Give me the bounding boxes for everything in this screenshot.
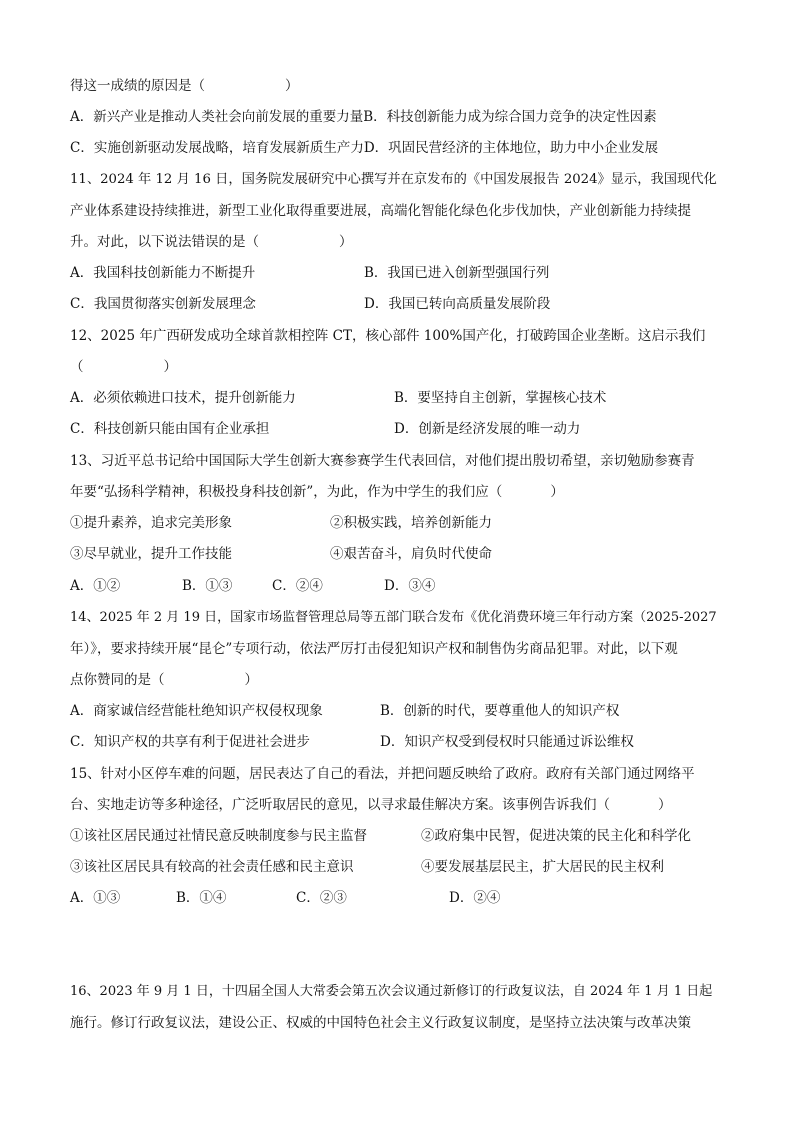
q12-option-c: C．科技创新只能由国有企业承担 — [70, 421, 270, 437]
q14-line-3 — [70, 670, 258, 690]
q15-statement-2: ②政府集中民智，促进决策的民主化和科学化 — [421, 828, 691, 844]
q12-option-d: D．创新是经济发展的唯一动力 — [394, 421, 581, 437]
q11-close: ） — [339, 234, 353, 250]
q13-statement-3: ③尽早就业，提升工作技能 — [70, 546, 232, 562]
q10-stem-text: 得这一成绩的原因是（ — [70, 78, 205, 94]
q15-statement-3: ③该社区居民具有较高的社会责任感和民主意识 — [70, 859, 354, 875]
q12-open: （ — [70, 359, 84, 375]
q12-line-2 — [70, 357, 177, 377]
q10-stem — [70, 76, 299, 96]
q12-option-b: B．要坚持自主创新，掌握核心技术 — [394, 390, 607, 406]
q10-option-c: C．实施创新驱动发展战略，培育发展新质生产力 — [70, 140, 364, 156]
q13-line-1: 13、习近平总书记给中国国际大学生创新大赛参赛学生代表回信，对他们提出殷切希望，亲切勉励参赛青 — [70, 453, 695, 469]
q13-statement-4: ④艰苦奋斗，肩负时代使命 — [330, 546, 492, 562]
q11-line-1: 11、2024 年 12 月 16 日，国务院发展研究中心撰写并在京发布的《中国发展报告 2024》显示，我国现代化 — [70, 172, 717, 187]
q15-statement-4: ④要发展基层民主，扩大居民的民主权利 — [421, 859, 664, 875]
q10-close: ） — [285, 78, 299, 94]
q13-statement-1: ①提升素养，追求完美形象 — [70, 515, 232, 531]
q13-close: ） — [550, 484, 564, 500]
q12-close: ） — [163, 359, 177, 375]
q11-option-c: C．我国贯彻落实创新发展理念 — [70, 296, 256, 312]
q15-option-c: C．②③ — [296, 890, 347, 906]
q14-line-1: 14、2025 年 2 月 19 日，国家市场监督管理总局等五部门联合发布《优化消费环境三年行动方案（2025-2027 — [70, 610, 717, 625]
q10-option-a: A．新兴产业是推动人类社会向前发展的重要力量 — [70, 109, 364, 125]
q15-statement-1: ①该社区居民通过社情民意反映制度参与民主监督 — [70, 828, 367, 844]
q11-option-b: B．我国已进入创新型强国行列 — [364, 265, 550, 281]
q10-options-ab — [70, 107, 657, 127]
q15-option-b: B．①④ — [176, 890, 227, 906]
q13-option-a: A．①② — [70, 578, 121, 594]
q15-line-2 — [70, 795, 672, 815]
q15-line-1: 15、针对小区停车难的问题，居民表达了自己的看法，并把问题反映给了政府。政府有关部门通过网络平 — [70, 766, 695, 782]
q11-stem-end: 升。对此，以下说法错误的是（ — [70, 234, 259, 250]
q11-line-2: 产业体系建设持续推进，新型工业化取得重要进展，高端化智能化绿色化步伐加快，产业创新能力持续提 — [70, 203, 691, 219]
q13-line-2 — [70, 482, 564, 502]
q10-option-b: B．科技创新能力成为综合国力竞争的决定性因素 — [363, 109, 657, 125]
q16-line-2: 施行。修订行政复议法，建设公正、权威的中国特色社会主义行政复议制度，是坚持立法决策与改革决策 — [70, 1015, 691, 1031]
q15-option-d: D．②④ — [449, 890, 501, 906]
q13-statement-2: ②积极实践，培养创新能力 — [330, 515, 492, 531]
q12-line-1: 12、2025 年广西研发成功全球首款相控阵 CT，核心部件 100%国产化，打破跨国企业垄断。这启示我们 — [70, 328, 706, 344]
q12-option-a: A．必须依赖进口技术，提升创新能力 — [70, 390, 296, 406]
q14-option-d: D．知识产权受到侵权时只能通过诉讼维权 — [380, 734, 634, 750]
q11-option-a: A．我国科技创新能力不断提升 — [70, 265, 256, 281]
q13-option-b: B．①③ — [182, 578, 233, 594]
q11-line-3 — [70, 232, 353, 252]
q14-line-2: 年）》，要求持续开展“昆仑”专项行动，依法严厉打击侵犯知识产权和制售伪劣商品犯罪。对此，以下观 — [70, 641, 678, 657]
q14-option-b: B．创新的时代，要尊重他人的知识产权 — [380, 703, 620, 719]
q13-stem-end: 年要“弘扬科学精神，积极投身科技创新”，为此，作为中学生的我们应（ — [70, 484, 503, 500]
q10-options-cd — [70, 138, 658, 158]
q14-option-a: A．商家诚信经营能杜绝知识产权侵权现象 — [70, 703, 323, 719]
q15-option-a: A．①③ — [70, 890, 121, 906]
q14-close: ） — [244, 672, 258, 688]
q13-option-d: D．③④ — [384, 578, 436, 594]
q16-line-1: 16、2023 年 9 月 1 日，十四届全国人大常委会第五次会议通过新修订的行政复议法，自 2024 年 1 月 1 日起 — [70, 984, 713, 999]
q11-option-d: D．我国已转向高质量发展阶段 — [364, 296, 551, 312]
q13-option-c: C．②④ — [272, 578, 323, 594]
q14-stem-end: 点你赞同的是（ — [70, 672, 165, 688]
q14-option-c: C．知识产权的共享有利于促进社会进步 — [70, 734, 310, 750]
q15-close: ） — [658, 797, 672, 813]
q15-stem-end: 台、实地走访等多种途径，广泛听取居民的意见，以寻求最佳解决方案。该事例告诉我们（ — [70, 797, 610, 813]
q10-option-d: D．巩固民营经济的主体地位，助力中小企业发展 — [363, 140, 659, 156]
